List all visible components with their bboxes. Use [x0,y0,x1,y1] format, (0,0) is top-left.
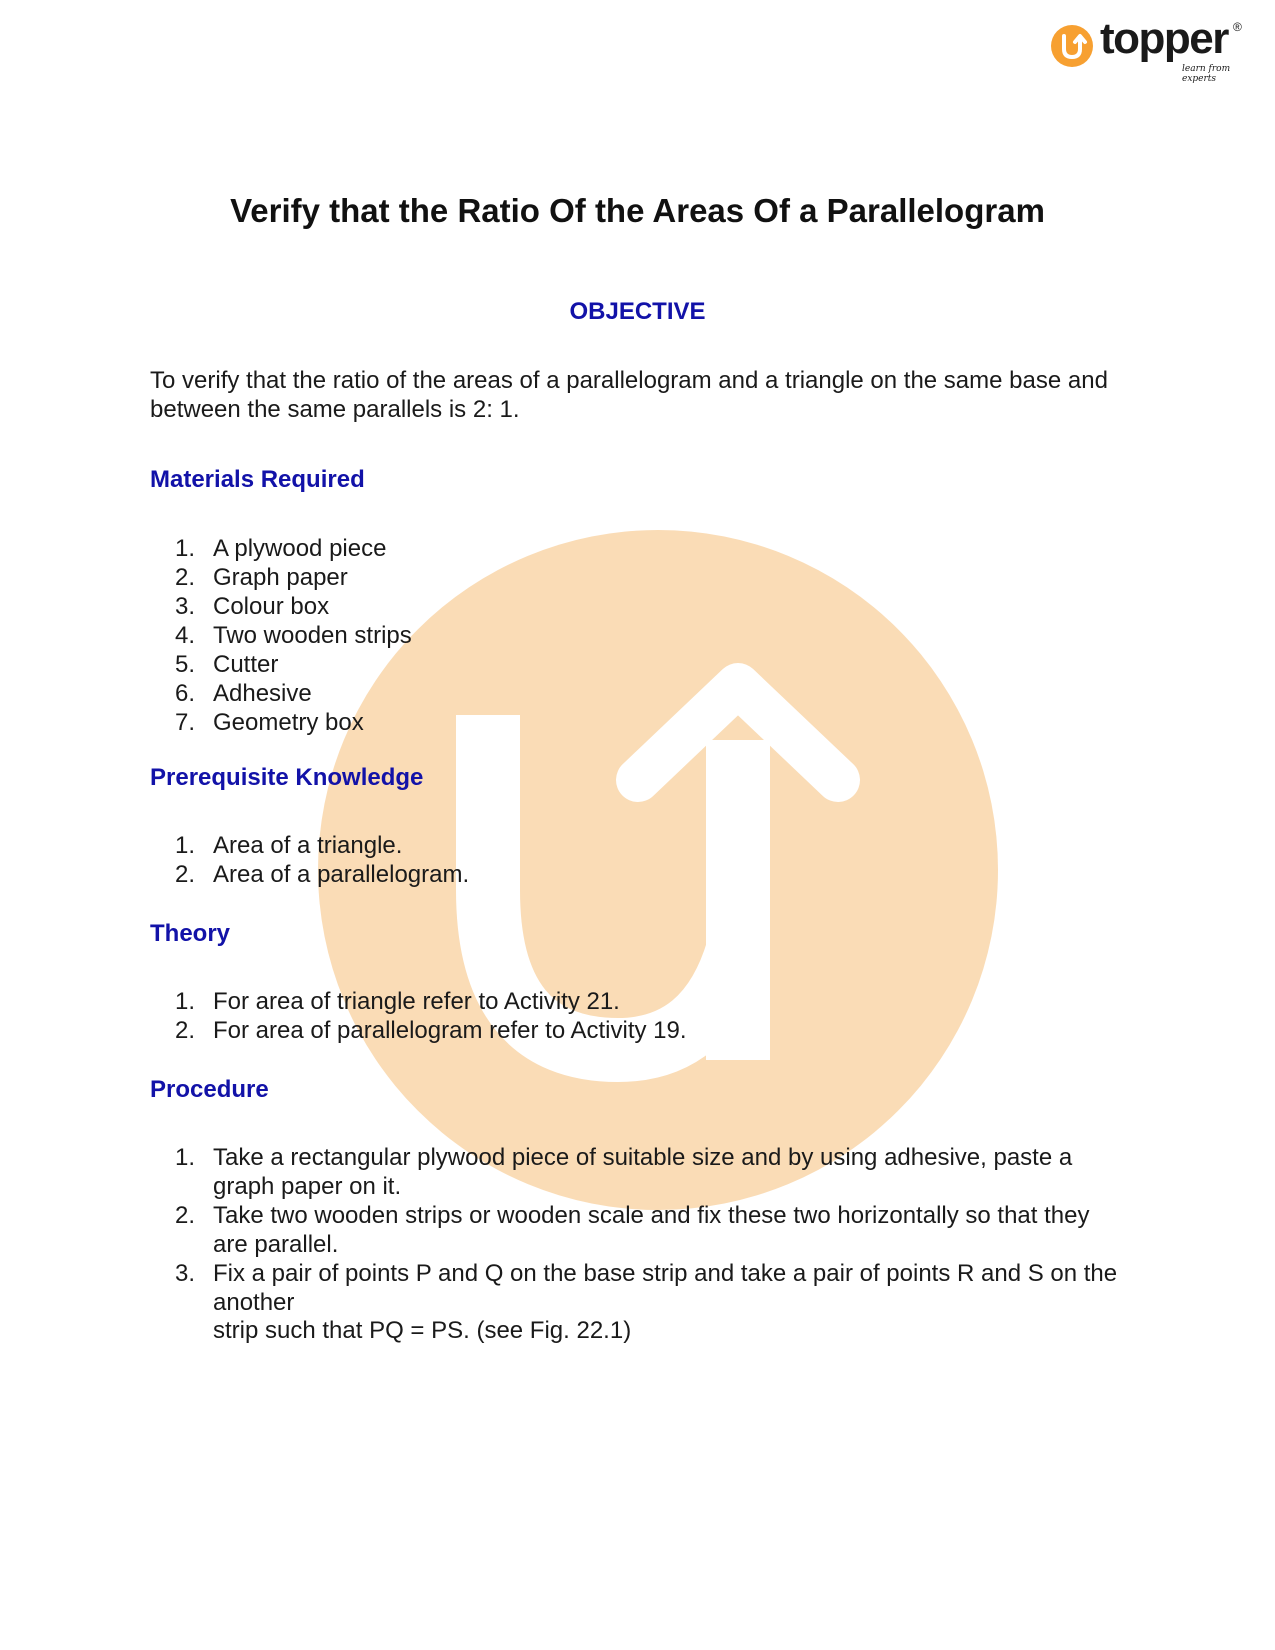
procedure-list [175,1143,1120,1317]
logo-registered-mark: ® [1233,20,1242,34]
theory-list [175,987,687,1045]
list-item: 1. For area of triangle refer to Activity 21. [175,988,620,1015]
logo-brand-name: topper [1100,14,1228,63]
page-title: Verify that the Ratio Of the Areas Of a Parallelogram [230,192,1045,229]
list-item: 2. Area of a parallelogram. [175,861,470,888]
prerequisite-list [175,831,469,889]
prerequisite-heading: Prerequisite Knowledge [150,764,424,791]
list-item: 2. Graph paper [175,564,348,591]
list-item: 1. A plywood piece [175,535,387,562]
procedure-continuation: strip such that PQ = PS. (see Fig. 22.1) [213,1317,632,1344]
list-item: 3. Fix a pair of points P and Q on the base strip and take a pair of points R and S on the another [175,1260,1118,1316]
theory-heading: Theory [150,920,231,947]
list-item: 1. Take a rectangular plywood piece of suitable size and by using adhesive, paste a graph paper on it. [175,1144,1073,1200]
logo-tagline: learn from experts [1182,64,1231,84]
list-item: 7. Geometry box [175,709,364,736]
objective-text: To verify that the ratio of the areas of a parallelogram and a triangle on the same base and between the same parallels is 2: 1. [150,367,1108,423]
list-item: 6. Adhesive [175,680,312,707]
list-item: 5. Cutter [175,651,279,678]
materials-list [175,534,412,737]
list-item: 2. Take two wooden strips or wooden scale and fix these two horizontally so that they are parallel. [175,1202,1090,1258]
procedure-heading: Procedure [150,1076,269,1103]
list-item: 2. For area of parallelogram refer to Activity 19. [175,1017,687,1044]
list-item: 1. Area of a triangle. [175,832,403,859]
materials-heading: Materials Required [150,466,365,493]
objective-heading: OBJECTIVE [569,298,706,325]
list-item: 4. Two wooden strips [175,622,412,649]
list-item: 3. Colour box [175,593,330,620]
